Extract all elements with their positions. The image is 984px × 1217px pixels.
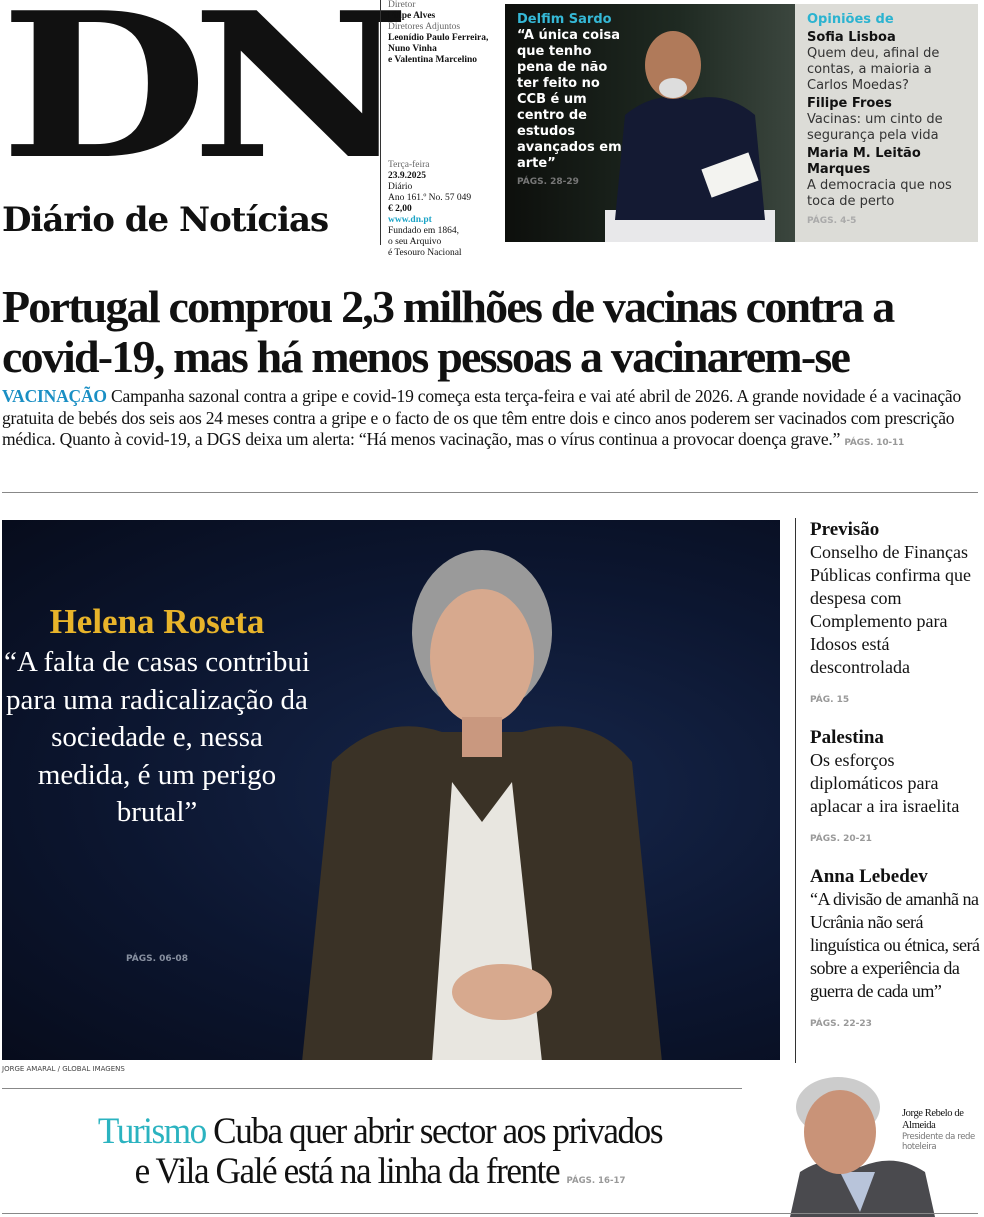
divider [2,492,978,493]
bottom-headline-line1: Cuba quer abrir sector aos privados [213,1111,663,1152]
hero-story[interactable] [2,520,780,1060]
divider [2,1088,742,1089]
bottom-kicker: Turismo [97,1111,206,1152]
feature-photo [605,20,775,242]
masthead-info [380,0,500,258]
sidebar-text: Conselho de Finanças Públicas confirma que despesa com Complemento para Idosos está descontrolada [810,542,971,677]
founded: Fundado em 1864, [388,226,459,236]
sidebar-pages: PÁGS. 20-21 [810,834,872,844]
bottom-story[interactable] [19,1112,741,1201]
opinion-title: A democracia que nos toca de perto [807,178,952,209]
opinion-title: Quem deu, afinal de contas, a maioria a Carlos Moedas? [807,46,940,93]
founded: é Tesouro Nacional [388,248,462,258]
website-link[interactable]: www.dn.pt [388,215,432,225]
sidebar-pages: PÁGS. 22-23 [810,1019,872,1029]
opinion-author: Maria M. Leitão Marques [807,146,921,177]
opinion-item[interactable] [807,146,966,210]
lead-kicker: VACINAÇÃO [2,386,107,406]
director-label: Diretor [388,0,416,10]
frequency: Diário [388,182,413,192]
lead-pages: PÁGS. 10-11 [844,438,905,448]
feature-quote: “A única coisa que tenho pena de não ter feito no CCB é um centro de estudos avançados em arte” [517,28,622,171]
opinion-author: Sofia Lisboa [807,30,896,45]
caption-name: Jorge Rebelo de Almeida [902,1108,964,1131]
main-lead [2,386,980,455]
sidebar-heading: Previsão [810,519,880,540]
opinion-title: Vacinas: um cinto de segurança pela vida [807,112,943,143]
issue-number: Ano 161.º No. 57 049 [388,193,472,203]
main-headline[interactable]: Portugal comprou 2,3 milhões de vacinas contra a covid-19, mas há menos pessoas a vacinarem-se [2,281,894,382]
opinion-item[interactable] [807,96,966,144]
feature-pages: PÁGS. 28-29 [517,177,579,187]
date: 23.9.2025 [388,171,426,181]
feature-teaser[interactable] [505,4,795,242]
logo-dn: DN [0,0,394,204]
feature-name: Delfim Sardo [517,12,612,27]
sidebar-item[interactable] [810,865,984,1036]
logo-name: Diário de Notícias [2,200,329,240]
price: € 2,00 [388,204,412,214]
sidebar-item[interactable] [810,518,984,712]
weekday: Terça-feira [388,160,430,170]
sidebar-pages: PÁG. 15 [810,695,850,705]
sidebar-text: “A divisão de amanhã na Ucrânia não será linguística ou étnica, será sobre a experiência da guerra de cada um” [810,889,980,1001]
opinions-box [795,4,978,242]
divider [2,1213,978,1214]
lead-text: Campanha sazonal contra a gripe e covid-19 começa esta terça-feira e vai até abril de 2026. A grande novidade é a vacinação gratuita de bebés dos seis aos 24 meses contra a gripe e o facto de os que têm entre dois e cinco anos poderem ser vacinados com prescrição médica. Quanto à covid-19, a DGS deixa um alerta: “Há menos vacinação, mas o vírus continua a provocar doença grave.” [2,386,962,449]
deputies-label: Diretores Adjuntos [388,22,461,32]
opinions-pages: PÁGS. 4-5 [807,216,857,226]
hero-quote: “A falta de casas contribui para uma radicalização da sociedade e, nessa medida, é um perigo brutal” [4,646,310,828]
bottom-caption [902,1108,982,1152]
caption-role: Presidente da rede hoteleira [902,1132,975,1152]
deputy: Nuno Vinha [388,44,437,54]
photo-credit: JORGE AMARAL / GLOBAL IMAGENS [2,1065,125,1073]
sidebar-text: Os esforços diplomáticos para aplacar a ira israelita [810,750,960,816]
bottom-pages: PÁGS. 16-17 [566,1176,626,1186]
director: Filipe Alves [388,11,436,21]
hero-pages: PÁGS. 06-08 [126,954,188,964]
deputy: Leonídio Paulo Ferreira, [388,33,489,43]
sidebar-heading: Palestina [810,727,884,748]
sidebar-heading: Anna Lebedev [810,866,928,887]
hero-name: Helena Roseta [49,602,265,641]
deputy: e Valentina Marcelino [388,55,478,65]
founded: o seu Arquivo [388,237,442,247]
hero-photo [302,532,662,1060]
sidebar-item[interactable] [810,726,984,851]
bottom-headline-line2: e Vila Galé está na linha da frente [134,1151,560,1192]
sidebar [795,518,984,1063]
opinions-heading: Opiniões de [807,12,894,27]
opinion-author: Filipe Froes [807,96,892,111]
opinion-item[interactable] [807,30,966,94]
